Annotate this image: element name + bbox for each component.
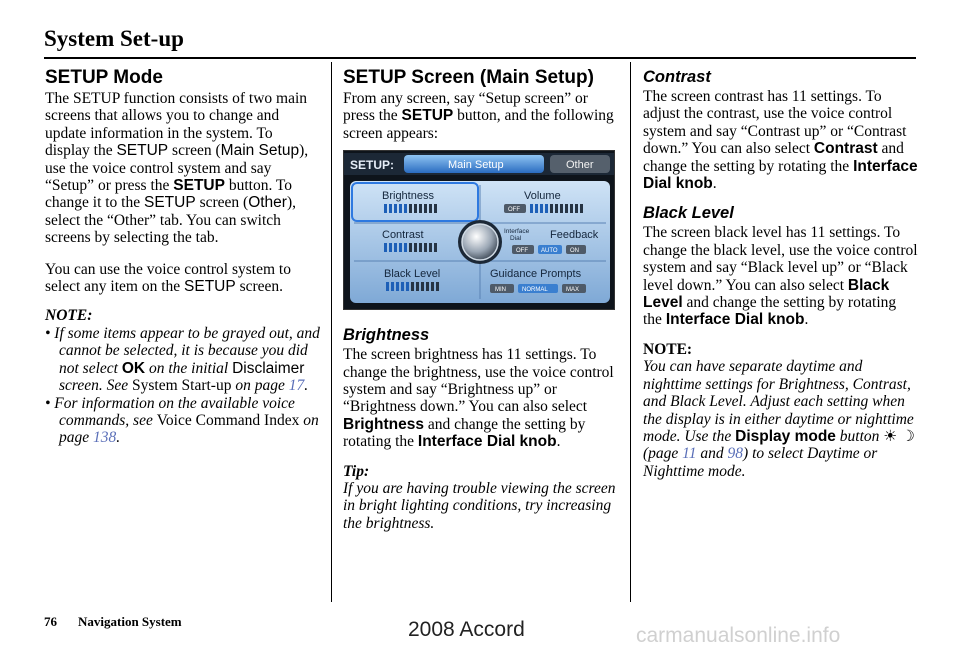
screen-dial-label: Dial xyxy=(510,235,522,243)
setup-screen-intro: From any screen, say “Setup screen” or press the SETUP button, and the following screen appears: xyxy=(343,90,614,142)
note-list xyxy=(45,325,320,447)
screen-feedback-label: Feedback xyxy=(550,229,599,242)
brightness-paragraph: The screen brightness has 11 settings. To change the brightness, use the voice control system and say “Brightness up” or “Brightness down.” You can also select Brightness and change the setting by rotating the Interface Dial knob. xyxy=(343,346,614,451)
model-watermark: 2008 Accord xyxy=(408,618,525,641)
screen-contrast-label: Contrast xyxy=(382,229,424,242)
page-number: 76 xyxy=(44,614,57,629)
screen-brightness-label: Brightness xyxy=(382,190,434,203)
contrast-paragraph: The screen contrast has 11 settings. To adjust the contrast, use the voice control system and say “Contrast up” or “Contrast down.” You can also select Contrast and change the setting by rotating the Interface Dial knob. xyxy=(643,88,918,193)
note-paragraph: You can have separate daytime and nighttime settings for Brightness, Contrast, and Black Level. Adjust each setting when the display is in either daytime or nighttime mode. Use the Display mode button ☀ ☽ (page 11 and 98) to select Daytime or Nighttime mode. xyxy=(643,358,915,480)
note-label: NOTE: xyxy=(45,307,93,325)
voice-control-paragraph: You can use the voice control system to select any item on the SETUP screen. xyxy=(45,260,291,296)
setup-screen-heading: SETUP Screen (Main Setup) xyxy=(343,67,594,88)
page-98-link[interactable]: 98 xyxy=(727,445,744,463)
setup-mode-paragraph: The SETUP function consists of two main screens that allows you to change and update information in the system. To display the SETUP screen (Main Setup), use the voice control system and say “Setup” or press the SETUP button. To change it to the SETUP screen (Other), select the “Other” tab. You can switch screens by selecting the tab. xyxy=(45,90,309,247)
screen-feedback-auto: AUTO xyxy=(541,248,558,255)
page-11-link[interactable]: 11 xyxy=(682,445,697,463)
note-item: • For information on the available voice commands, see Voice Command Index on page 138. xyxy=(45,394,319,447)
screen-volume-off: OFF xyxy=(508,207,520,214)
screen-tab-main: Main Setup xyxy=(448,159,504,172)
screen-guidance-min: MIN xyxy=(495,287,506,294)
note-item: • If some items appear to be grayed out, and cannot be selected, it is because you did not select OK on the initial Disclaimer screen. See System Start-up on page 17. xyxy=(45,324,320,395)
black-level-paragraph: The screen black level has 11 settings. To change the black level, use the voice control system and say “Black level up” or “Black level down.” You can also select Black Level and change the setting by rotating the Interface Dial knob. xyxy=(643,224,918,329)
footer-section: Navigation System xyxy=(78,614,182,629)
column-divider-2 xyxy=(630,62,631,602)
screen-interface-label: Interface xyxy=(504,228,530,236)
note-label: NOTE: xyxy=(643,340,693,358)
tip-paragraph: If you are having trouble viewing the screen in bright lighting conditions, try increasing the brightness. xyxy=(343,480,616,532)
setup-screen-image xyxy=(343,150,615,310)
setup-screen-drawing xyxy=(344,151,615,310)
screen-feedback-off: OFF xyxy=(516,248,528,255)
column-setup-screen xyxy=(343,66,618,532)
screen-guidance-max: MAX xyxy=(566,287,580,294)
black-level-heading: Black Level xyxy=(643,204,734,223)
tip-label: Tip: xyxy=(343,462,370,480)
column-contrast xyxy=(643,66,918,480)
brightness-heading: Brightness xyxy=(343,326,430,345)
screen-black-level-label: Black Level xyxy=(384,268,441,281)
interface-dial-icon xyxy=(462,224,498,260)
screen-feedback-on: ON xyxy=(570,248,579,255)
screen-guidance-normal: NORMAL xyxy=(522,287,548,294)
screen-tab-other: Other xyxy=(566,159,594,172)
screen-tab-setup: SETUP: xyxy=(350,158,395,173)
column-setup-mode xyxy=(45,66,320,447)
site-watermark: carmanualsonline.info xyxy=(636,624,841,647)
page-title: System Set-up xyxy=(44,26,184,51)
display-mode-icon: ☀ ☽ xyxy=(883,427,915,445)
page-17-link[interactable]: 17 xyxy=(288,377,305,395)
page-138-link[interactable]: 138 xyxy=(93,429,117,447)
contrast-heading: Contrast xyxy=(643,68,711,86)
header-rule xyxy=(44,57,916,59)
screen-guidance-label: Guidance Prompts xyxy=(490,268,582,281)
column-divider-1 xyxy=(331,62,332,602)
setup-mode-heading: SETUP Mode xyxy=(45,67,163,88)
screen-volume-label: Volume xyxy=(524,190,561,203)
